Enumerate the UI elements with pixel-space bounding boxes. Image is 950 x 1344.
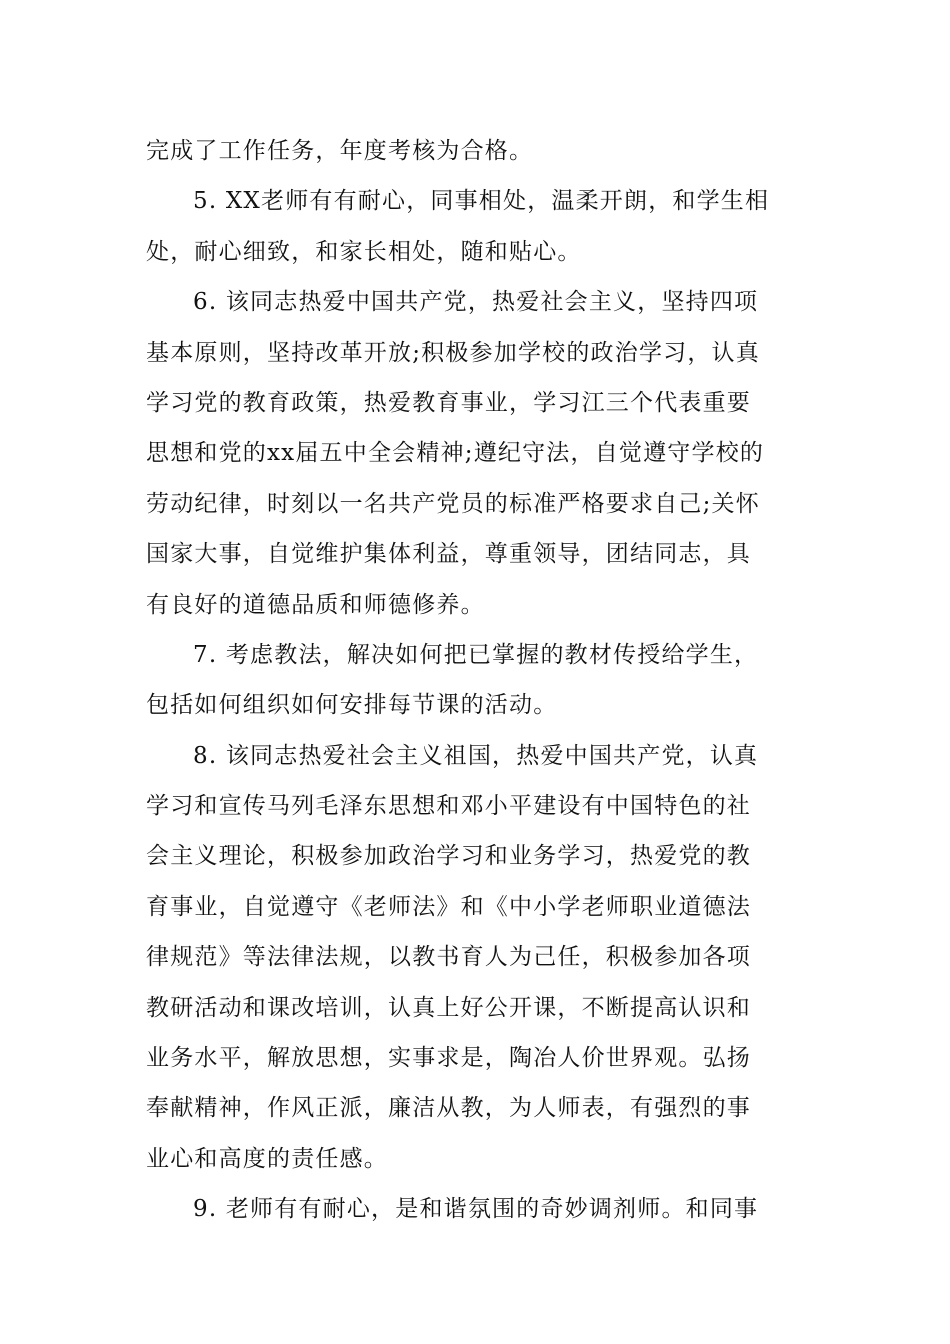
text-line: 教研活动和课改培训，认真上好公开课，不断提高认识和: [146, 994, 751, 1021]
text-line: 业务水平，解放思想，实事求是，陶冶人价世界观。弘扬: [146, 1045, 751, 1072]
text-line: 完成了工作任务，年度考核为合格。: [146, 138, 534, 164]
text-line: 学习和宣传马列毛泽东思想和邓小平建设有中国特色的社: [146, 793, 751, 820]
text-line: 律规范》等法律法规，以教书育人为己任，积极参加各项: [146, 944, 751, 971]
text-line: 7. 考虑教法，解决如何把已掌握的教材传授给学生，: [193, 641, 759, 668]
text-line: 包括如何组织如何安排每节课的活动。: [146, 692, 558, 719]
text-line: 业心和高度的责任感。: [146, 1145, 388, 1172]
text-line: 国家大事，自觉维护集体利益，尊重领导，团结同志，具: [146, 541, 751, 568]
text-line: 劳动纪律，时刻以一名共产党员的标准严格要求自己;关怀: [146, 490, 760, 517]
text-line: 育事业，自觉遵守《老师法》和《中小学老师职业道德法: [146, 893, 751, 920]
text-line: 处，耐心细致，和家长相处，随和贴心。: [146, 238, 582, 265]
text-line: 8. 该同志热爱社会主义祖国，热爱中国共产党，认真: [193, 742, 759, 769]
text-line: 会主义理论，积极参加政治学习和业务学习，热爱党的教: [146, 843, 751, 870]
text-line: 奉献精神，作风正派，廉洁从教，为人师表，有强烈的事: [146, 1095, 751, 1122]
text-line: 思想和党的xx届五中全会精神;遵纪守法，自觉遵守学校的: [146, 440, 765, 467]
text-line: 9. 老师有有耐心，是和谐氛围的奇妙调剂师。和同事: [193, 1196, 759, 1223]
text-line: 5. XX老师有有耐心，同事相处，温柔开朗，和学生相: [193, 188, 770, 215]
document-body: [146, 126, 806, 1235]
text-line: 学习党的教育政策，热爱教育事业，学习江三个代表重要: [146, 389, 751, 416]
text-line: 基本原则，坚持改革开放;积极参加学校的政治学习，认真: [146, 339, 760, 366]
text-line: 有良好的道德品质和师德修养。: [146, 591, 485, 618]
text-line: 6. 该同志热爱中国共产党，热爱社会主义，坚持四项: [193, 289, 759, 316]
